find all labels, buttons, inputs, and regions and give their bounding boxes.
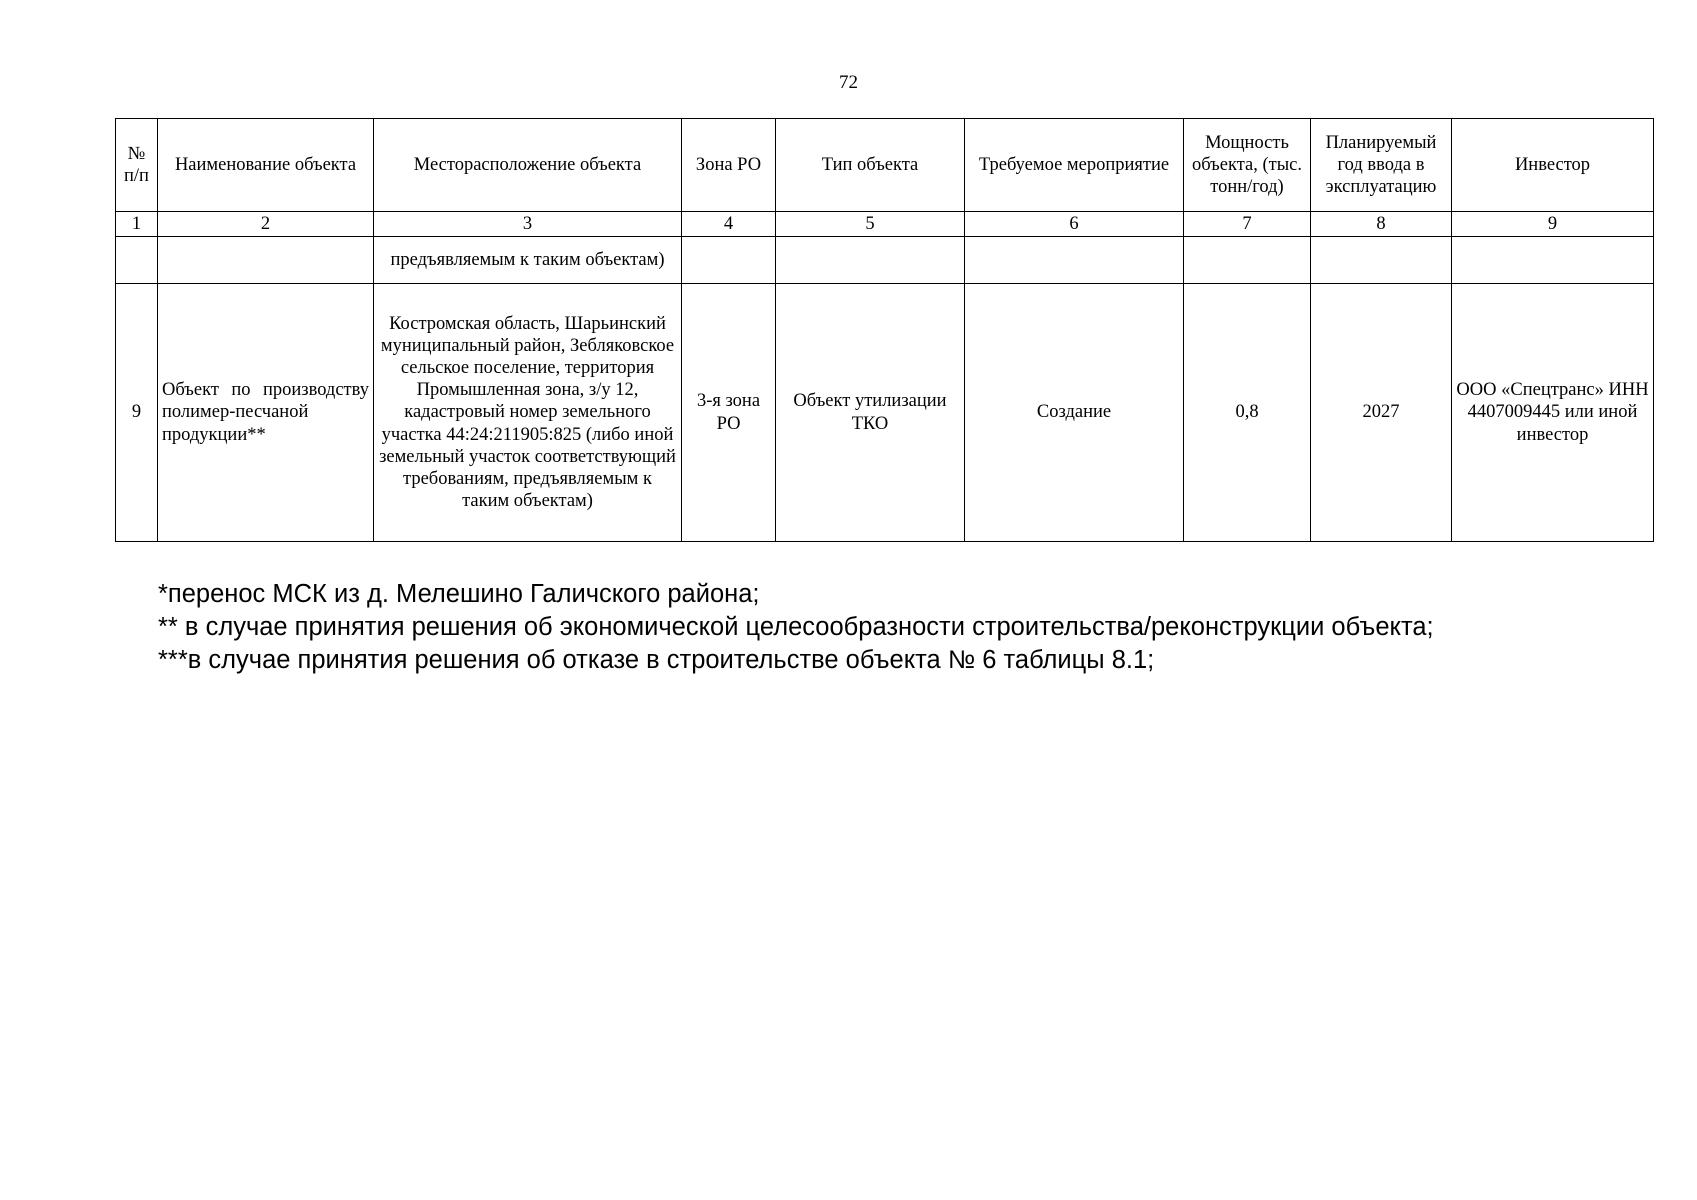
empty-cell [1184,237,1311,284]
column-number: 2 [158,212,374,237]
column-number: 7 [1184,212,1311,237]
continuation-location-cell: предъявляемым к таким объектам) [374,237,682,284]
footnote-3: ***в случае принятия решения об отказе в строительстве объекта № 6 таблицы 8.1; [158,646,1155,674]
table-row-continuation [116,237,1654,284]
header-cell: № п/п [116,119,158,212]
object-name-cell: Объект по производству полимер-песчаной продукции** [158,284,374,542]
column-number: 5 [776,212,965,237]
column-number: 4 [682,212,776,237]
column-number: 6 [965,212,1184,237]
empty-cell [116,237,158,284]
column-number-row [116,212,1654,237]
column-number: 1 [116,212,158,237]
footnote-1: *перенос МСК из д. Мелешино Галичского района; [158,580,760,608]
empty-cell [1311,237,1452,284]
header-cell: Зона РО [682,119,776,212]
empty-cell [965,237,1184,284]
object-type-cell: Объект утилизации ТКО [776,284,965,542]
location-cell: Костромская область, Шарьинский муниципальный район, Зебляковское сельское поселение, территория Промышленная зона, з/у 12, кадастровый номер земельного участка 44:24:211905:825 (либо иной земельный участок соответствующий требованиям, предъявляемым к таким объектам) [374,284,682,542]
column-number: 8 [1311,212,1452,237]
empty-cell [158,237,374,284]
footnotes [158,578,1638,677]
header-cell: Планируемый год ввода в эксплуатацию [1311,119,1452,212]
page-number: 72 [839,72,858,93]
zone-cell: 3-я зона РО [682,284,776,542]
header-cell: Наименование объекта [158,119,374,212]
header-cell: Тип объекта [776,119,965,212]
footnote-2: ** в случае принятия решения об экономической целесообразности строительства/реконструкции объекта; [158,613,1434,641]
action-cell: Создание [965,284,1184,542]
empty-cell [776,237,965,284]
header-cell: Инвестор [1452,119,1654,212]
column-number: 3 [374,212,682,237]
table-row [116,284,1654,542]
empty-cell [682,237,776,284]
header-cell: Требуемое мероприятие [965,119,1184,212]
column-number: 9 [1452,212,1654,237]
objects-table [115,118,1654,542]
header-cell: Месторасположение объекта [374,119,682,212]
year-cell: 2027 [1311,284,1452,542]
row-number-cell: 9 [116,284,158,542]
header-cell: Мощность объекта, (тыс. тонн/год) [1184,119,1311,212]
empty-cell [1452,237,1654,284]
investor-cell: ООО «Спецтранс» ИНН 4407009445 или иной инвестор [1452,284,1654,542]
capacity-cell: 0,8 [1184,284,1311,542]
table-header-row [116,119,1654,212]
